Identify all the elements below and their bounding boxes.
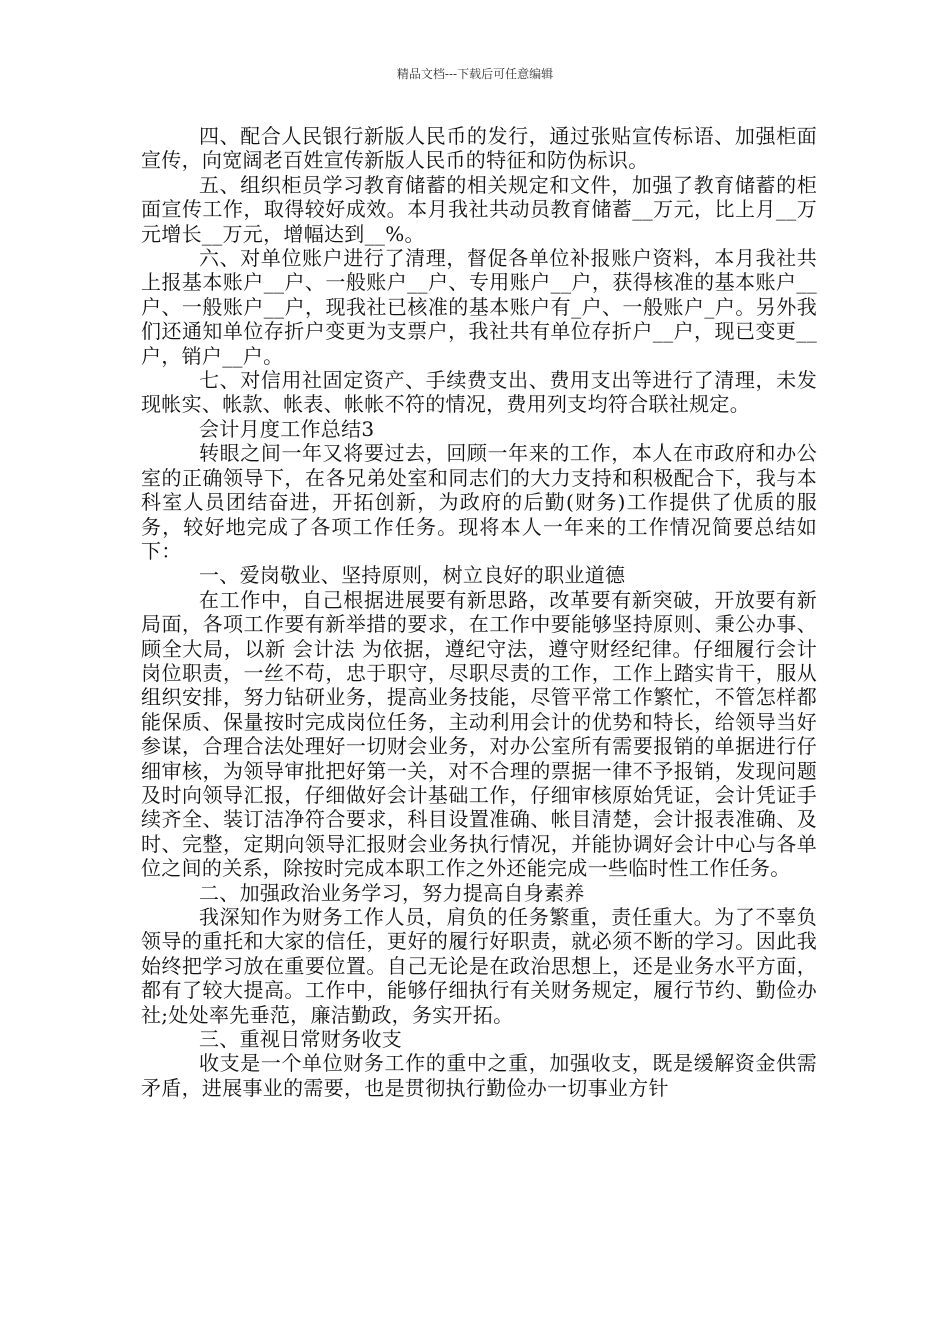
paragraph-6: 六、对单位账户进行了清理，督促各单位补报账户资料，本月我社共上报基本账户__户、一般账户__户、专用账户__户，获得核准的基本账户__户、一般账户__户，现我社已核准的基本账户有_户、一般账户_户。另外我们还通知单位存折户变更为支票户，我社共有单位存折户__户，现已变更__户，销户__户。: [141, 246, 817, 368]
body-paragraph-2: 我深知作为财务工作人员，肩负的任务繁重，责任重大。为了不辜负领导的重托和大家的信任，更好的履行好职责，就必须不断的学习。因此我始终把学习放在重要位置。自己无论是在政治思想上，还是业务水平方面，都有了较大提高。工作中，能够仔细执行有关财务规定，履行节约、勤俭办社;处处率先垂范，廉洁勤政，务实开拓。: [141, 905, 817, 1027]
page-header: 精品文档---下载后可任意编辑: [396, 67, 554, 81]
section-title: 会计月度工作总结3: [199, 416, 375, 441]
heading-1: 一、爱岗敬业、坚持原则，树立良好的职业道德: [199, 563, 626, 588]
body-paragraph-1: 在工作中，自己根据进展要有新思路，改革要有新突破，开放要有新局面，各项工作要有新举措的要求，在工作中要能够坚持原则、秉公办事、顾全大局，以新 会计法 为依据，遵纪守法，遵守财经纪律。仔细履行会计岗位职责，一丝不苟，忠于职守，尽职尽责的工作，工作上踏实肯干，服从组织安排，努力钻研业务，提高业务技能，尽管平常工作繁忙，不管怎样都能保质、保量按时完成岗位任务，主动利用会计的优势和特长，给领导当好参谋，合理合法处理好一切财会业务，对办公室所有需要报销的单据进行仔细审核，为领导审批把好第一关，对不合理的票据一律不予报销，发现问题及时向领导汇报，仔细做好会计基础工作，仔细审核原始凭证，会计凭证手续齐全、装订洁净符合要求，科目设置准确、帐目清楚，会计报表准确、及时、完整，定期向领导汇报财会业务执行情况，并能协调好会计中心与各单位之间的关系，除按时完成本职工作之外还能完成一些临时性工作任务。: [141, 587, 817, 881]
heading-3: 三、重视日常财务收支: [199, 1027, 402, 1052]
document-body: [141, 124, 817, 1100]
intro-paragraph: 转眼之间一年又将要过去，回顾一年来的工作，本人在市政府和办公室的正确领导下，在各兄弟处室和同志们的大力支持和积极配合下，我与本科室人员团结奋进，开拓创新，为政府的后勤(财务)工作提供了优质的服务，较好地完成了各项工作任务。现将本人一年来的工作情况简要总结如下：: [141, 441, 817, 563]
paragraph-7: 七、对信用社固定资产、手续费支出、费用支出等进行了清理，未发现帐实、帐款、帐表、帐帐不符的情况，费用列支均符合联社规定。: [141, 368, 817, 417]
paragraph-4: 四、配合人民银行新版人民币的发行，通过张贴宣传标语、加强柜面宣传，向宽阔老百姓宣传新版人民币的特征和防伪标识。: [141, 124, 817, 173]
paragraph-5: 五、组织柜员学习教育储蓄的相关规定和文件，加强了教育储蓄的柜面宣传工作，取得较好成效。本月我社共动员教育储蓄__万元，比上月__万元增长__万元，增幅达到__%。: [141, 172, 817, 246]
heading-2: 二、加强政治业务学习，努力提高自身素养: [199, 880, 585, 905]
body-paragraph-3: 收支是一个单位财务工作的重中之重，加强收支，既是缓解资金供需矛盾，进展事业的需要，也是贯彻执行勤俭办一切事业方针: [141, 1051, 817, 1100]
